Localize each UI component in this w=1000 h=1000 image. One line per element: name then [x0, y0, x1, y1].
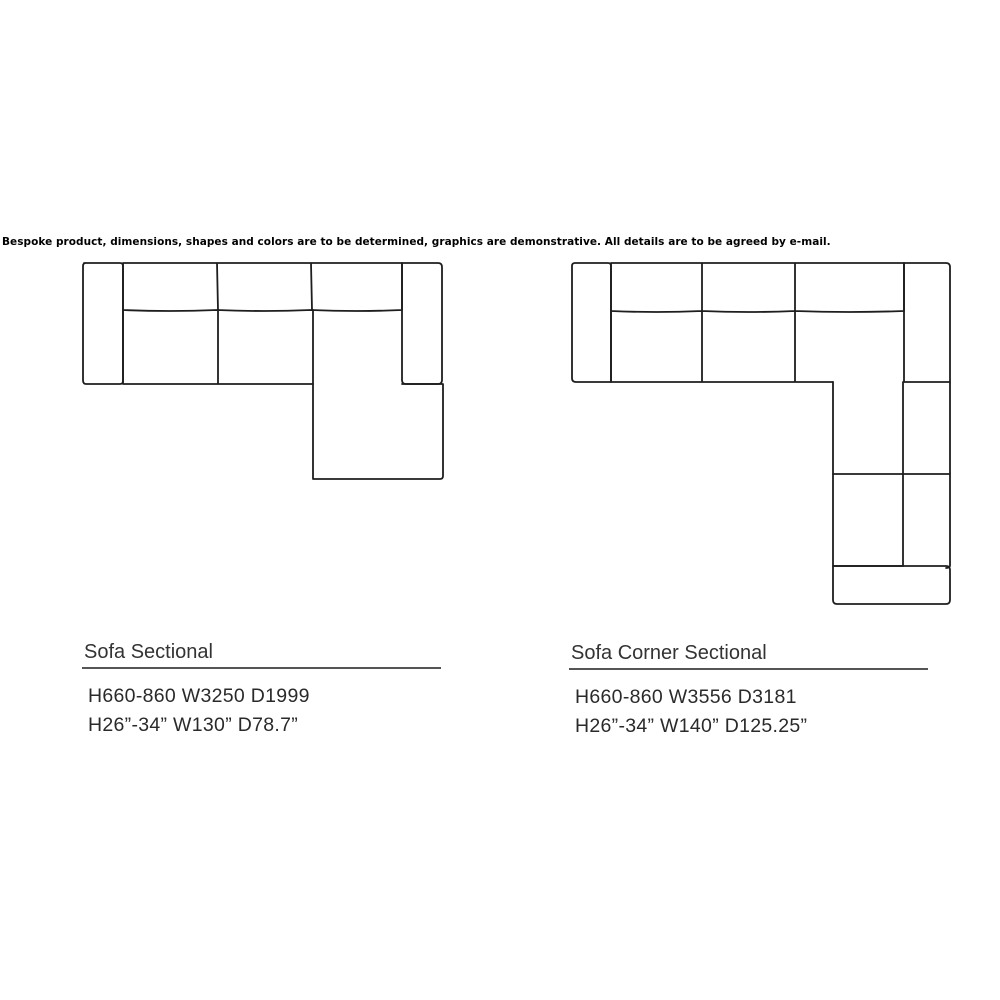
- product-name: Sofa Sectional: [84, 641, 213, 663]
- corner-vertical-section: [833, 382, 950, 474]
- metric-dimensions: H660-860 W3556 D3181: [575, 686, 797, 708]
- left-armrest: [83, 263, 123, 384]
- corner-backrest-row: [611, 263, 904, 312]
- corner-seat-cushions: [611, 311, 833, 382]
- sofa-sectional-outline: [83, 263, 443, 479]
- product-name: Sofa Corner Sectional: [571, 642, 767, 664]
- seat-cushions: [123, 310, 313, 384]
- metric-dimensions: H660-860 W3250 D1999: [88, 685, 310, 707]
- corner-end-arm: [833, 566, 950, 604]
- corner-lower-cushions: [833, 474, 950, 568]
- spec-sofa-corner-sectional: [569, 640, 928, 741]
- spec-sofa-sectional: [82, 639, 441, 740]
- corner-back-post: [904, 263, 950, 382]
- imperial-dimensions: H26”-34” W130” D78.7”: [88, 714, 299, 736]
- sofa-corner-sectional-outline: [572, 263, 950, 604]
- imperial-dimensions: H26”-34” W140” D125.25”: [575, 715, 808, 737]
- backrest-row: [123, 263, 402, 311]
- disclaimer-text: Bespoke product, dimensions, shapes and colors are to be determined, graphics are demonstrative. All details are to be agreed by e-mail.: [2, 236, 831, 248]
- divider: [82, 667, 441, 669]
- chaise: [313, 384, 443, 479]
- right-armrest: [402, 263, 442, 384]
- divider: [569, 668, 928, 670]
- corner-left-armrest: [572, 263, 611, 382]
